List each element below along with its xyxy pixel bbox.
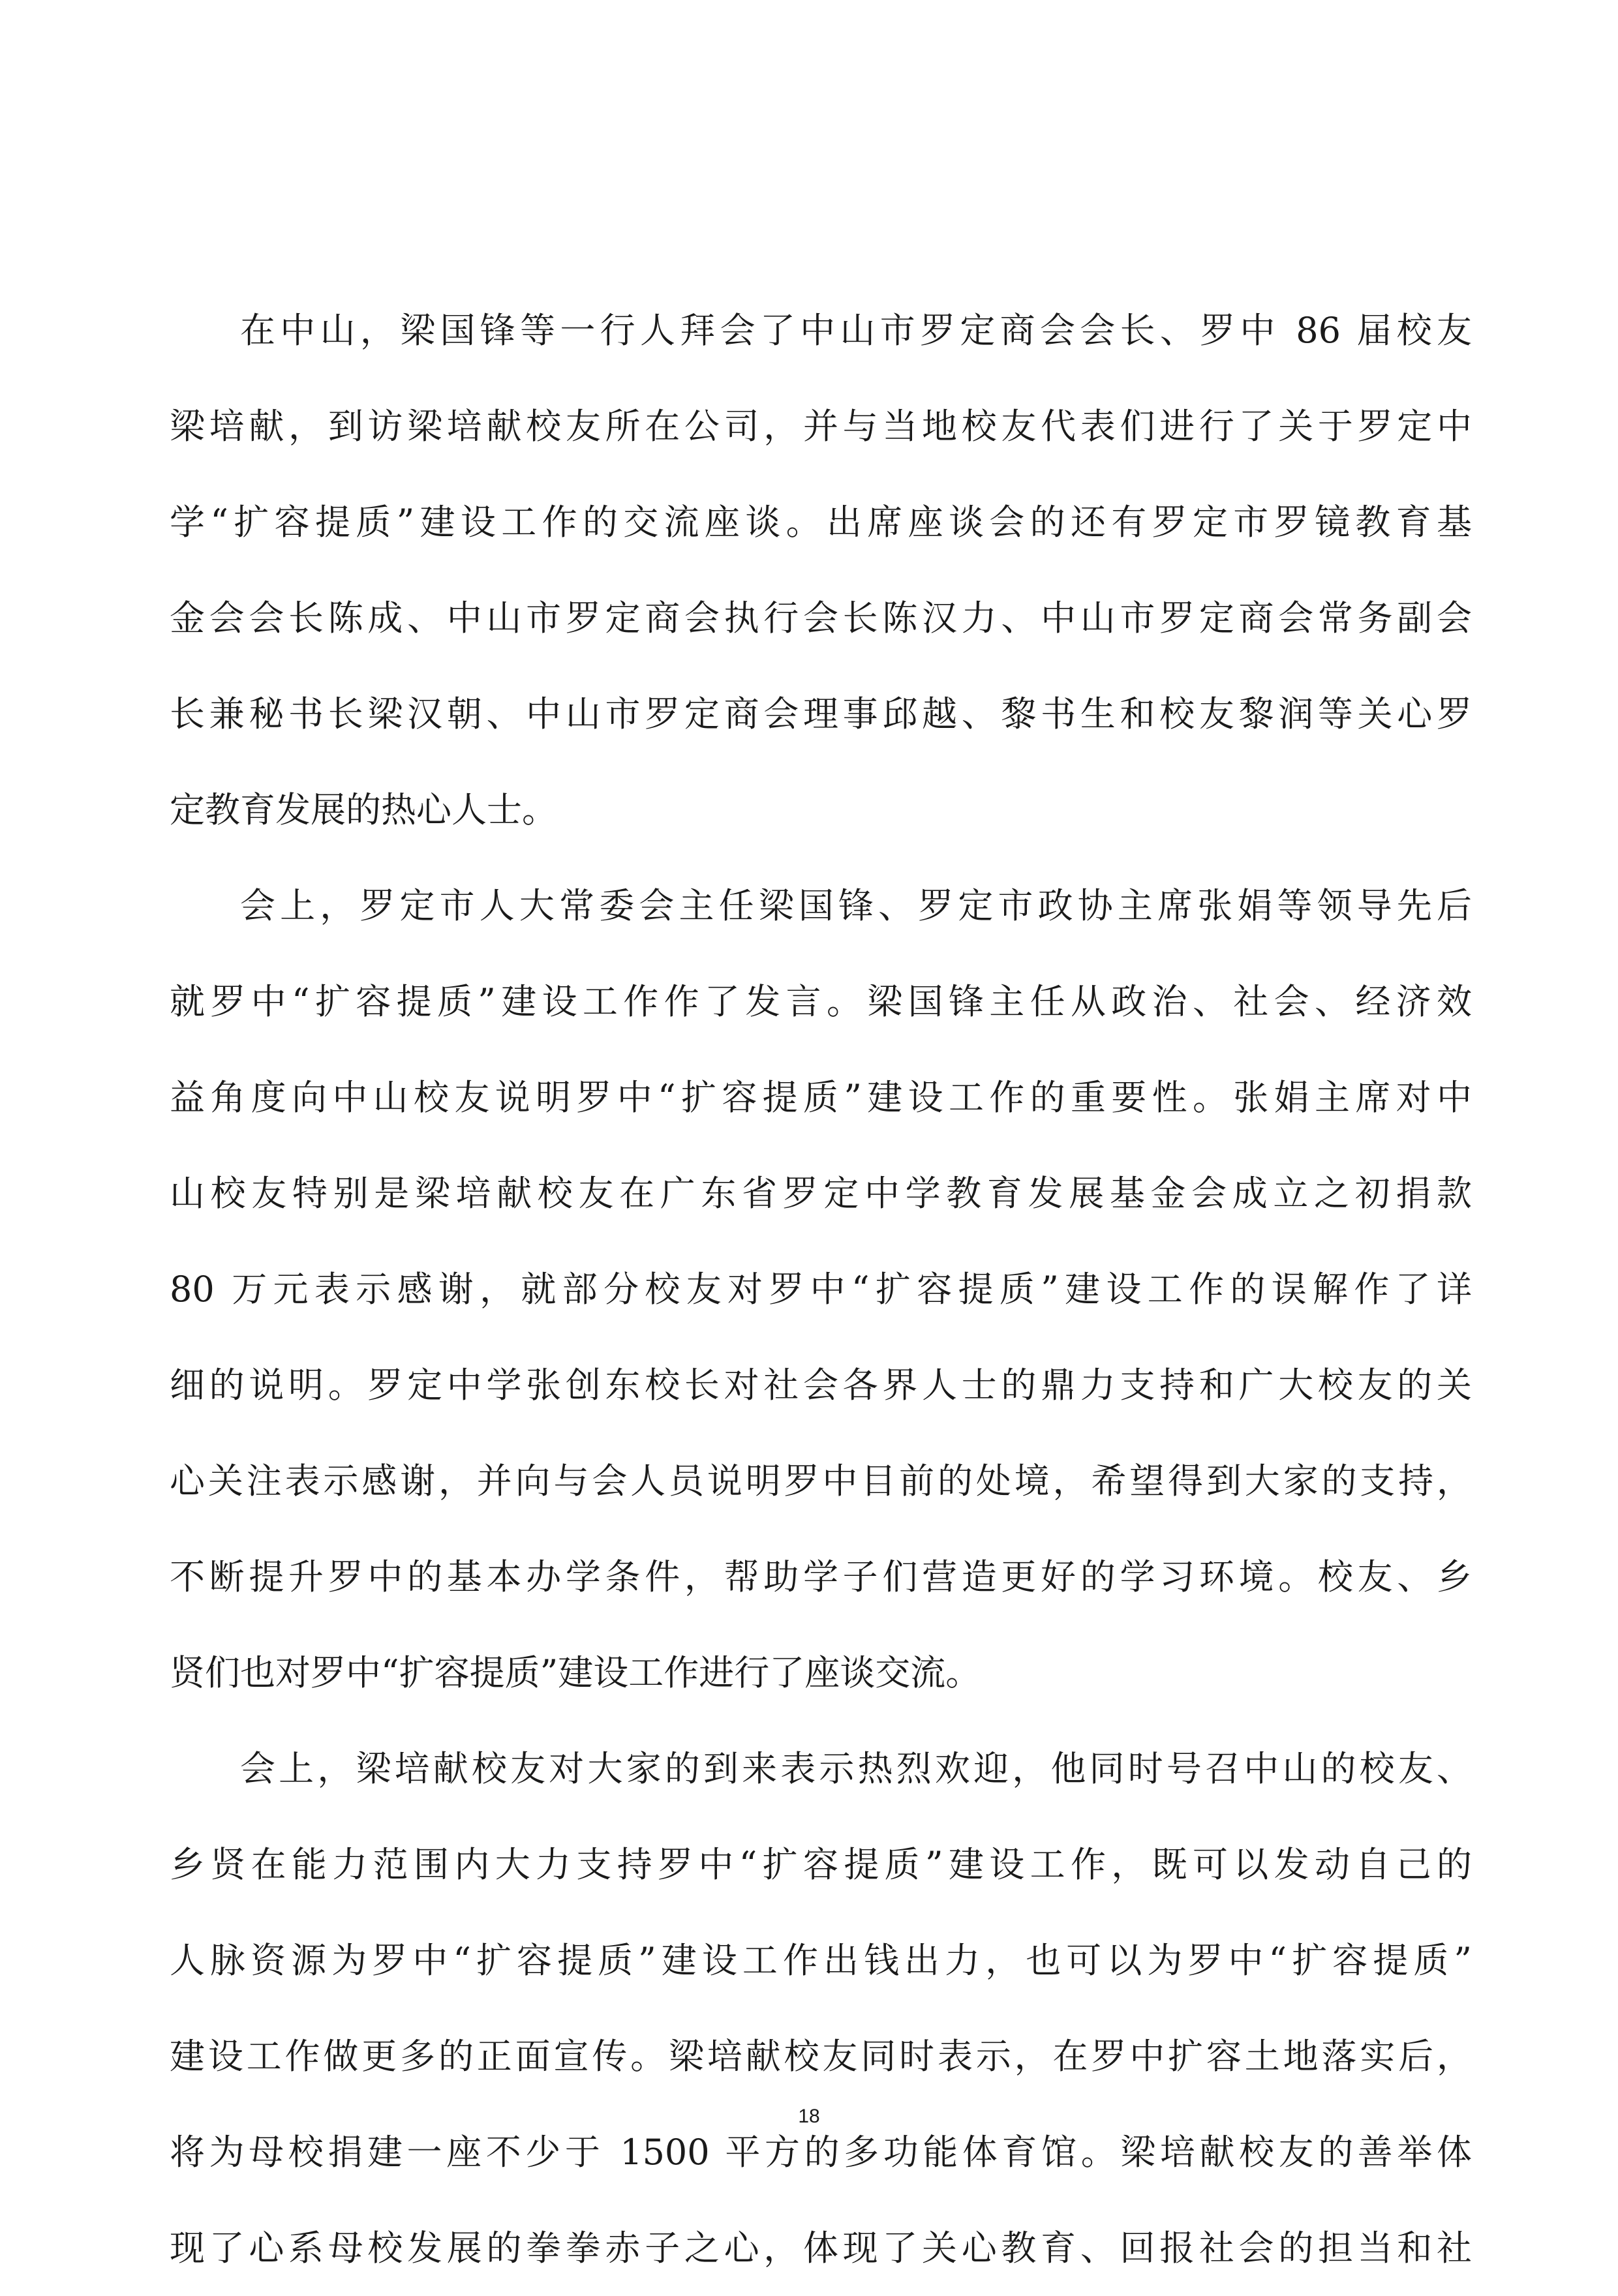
paragraph-2-line-8: 不断提升罗中的基本办学条件，帮助学子们营造更好的学习环境。校友、乡 [170, 1556, 1472, 1597]
page-number: 18 [798, 2106, 820, 2127]
paragraph-2-line-2: 就罗中“扩容提质”建设工作作了发言。梁国锋主任从政治、社会、经济效 [170, 981, 1472, 1022]
paragraph-2-line-3: 益角度向中山校友说明罗中“扩容提质”建设工作的重要性。张娟主席对中 [170, 1077, 1472, 1118]
paragraph-1-line-4: 金会会长陈成、中山市罗定商会执行会长陈汉力、中山市罗定商会常务副会 [170, 597, 1472, 639]
paragraph-2-line-4: 山校友特别是梁培献校友在广东省罗定中学教育发展基金会成立之初捐款 [170, 1173, 1472, 1214]
paragraph-1-line-6: 定教育发展的热心人士。 [170, 789, 557, 830]
paragraph-3-line-6: 现了心系母校发展的拳拳赤子之心，体现了关心教育、回报社会的担当和社 [170, 2228, 1472, 2269]
paragraph-2-line-1: 会上，罗定市人大常委会主任梁国锋、罗定市政协主席张娟等领导先后 [240, 885, 1472, 926]
paragraph-3-line-3: 人脉资源为罗中“扩容提质”建设工作出钱出力，也可以为罗中“扩容提质” [170, 1940, 1472, 1981]
body-text [170, 282, 1472, 2296]
paragraph-1-line-5: 长兼秘书长梁汉朝、中山市罗定商会理事邱越、黎书生和校友黎润等关心罗 [170, 693, 1472, 734]
paragraph-2-line-5: 80 万元表示感谢，就部分校友对罗中“扩容提质”建设工作的误解作了详 [170, 1269, 1472, 1310]
paragraph-3-line-4: 建设工作做更多的正面宣传。梁培献校友同时表示，在罗中扩容土地落实后， [170, 2036, 1472, 2077]
paragraph-2-line-9: 贤们也对罗中“扩容提质”建设工作进行了座谈交流。 [170, 1652, 981, 1693]
paragraph-1-line-2: 梁培献，到访梁培献校友所在公司，并与当地校友代表们进行了关于罗定中 [170, 406, 1472, 447]
paragraph-3-line-1: 会上，梁培献校友对大家的到来表示热烈欢迎，他同时号召中山的校友、 [240, 1748, 1472, 1789]
paragraph-2-line-6: 细的说明。罗定中学张创东校长对社会各界人士的鼎力支持和广大校友的关 [170, 1365, 1472, 1406]
paragraph-3-line-2: 乡贤在能力范围内大力支持罗中“扩容提质”建设工作，既可以发动自己的 [170, 1844, 1472, 1885]
paragraph-2-line-7: 心关注表示感谢，并向与会人员说明罗中目前的处境，希望得到大家的支持， [170, 1460, 1472, 1502]
paragraph-1-line-1: 在中山，梁国锋等一行人拜会了中山市罗定商会会长、罗中 86 届校友 [240, 310, 1472, 351]
paragraph-3-line-5: 将为母校捐建一座不少于 1500 平方的多功能体育馆。梁培献校友的善举体 [170, 2132, 1472, 2173]
paragraph-1-line-3: 学“扩容提质”建设工作的交流座谈。出席座谈会的还有罗定市罗镜教育基 [170, 502, 1472, 543]
